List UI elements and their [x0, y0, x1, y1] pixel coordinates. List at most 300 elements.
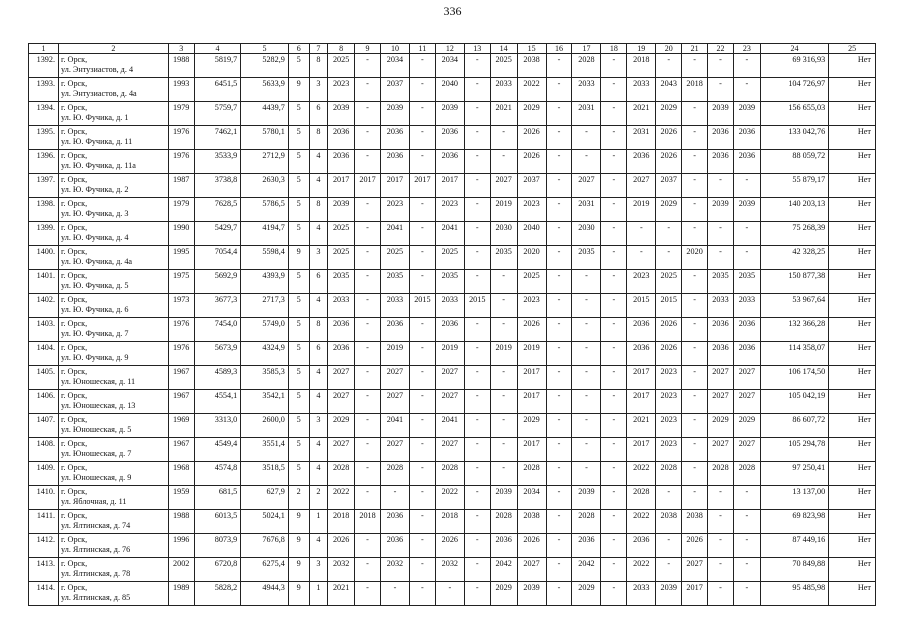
living-area-cell: 5598,4: [241, 246, 289, 270]
entrances-cell: 4: [309, 390, 328, 414]
address-cell: [59, 342, 169, 366]
year-plan-cell: -: [464, 54, 490, 78]
year-built-cell: 1996: [168, 534, 194, 558]
column-number-cell: 14: [490, 44, 517, 54]
year-plan-cell: 2026: [517, 534, 546, 558]
living-area-cell: 4324,9: [241, 342, 289, 366]
year-plan-cell: 2018: [355, 510, 381, 534]
year-plan-cell: -: [546, 78, 572, 102]
year-built-cell: 1976: [168, 150, 194, 174]
living-area-cell: 3551,4: [241, 438, 289, 462]
year-plan-cell: -: [546, 510, 572, 534]
total-area-cell: 3677,3: [194, 294, 241, 318]
address-street: ул. Ю. Фучика, д. 1: [61, 112, 129, 122]
year-plan-cell: -: [601, 294, 627, 318]
living-area-cell: 2600,0: [241, 414, 289, 438]
year-plan-cell: 2027: [380, 438, 409, 462]
year-plan-cell: -: [733, 582, 760, 606]
year-plan-cell: -: [601, 198, 627, 222]
year-plan-cell: 2028: [733, 462, 760, 486]
year-plan-cell: -: [355, 366, 381, 390]
floors-cell: 5: [288, 390, 309, 414]
year-plan-cell: -: [708, 582, 734, 606]
address-street: ул. Юношеская, д. 9: [61, 472, 132, 482]
floors-cell: 5: [288, 318, 309, 342]
table-row: [29, 246, 876, 270]
address-city: г. Орск,: [61, 271, 88, 280]
year-plan-cell: -: [409, 150, 435, 174]
column-number-cell: 13: [464, 44, 490, 54]
year-plan-cell: 2034: [517, 486, 546, 510]
year-plan-cell: -: [601, 222, 627, 246]
address-city: г. Орск,: [61, 295, 88, 304]
year-plan-cell: -: [464, 342, 490, 366]
year-plan-cell: -: [464, 414, 490, 438]
flag-cell: Нет: [829, 534, 876, 558]
row-number-cell: 1404.: [29, 342, 59, 366]
column-number-row: [29, 44, 876, 54]
column-number-cell: 22: [708, 44, 734, 54]
year-plan-cell: 2022: [627, 558, 656, 582]
year-plan-cell: -: [572, 126, 601, 150]
cost-cell: 140 203,13: [760, 198, 828, 222]
address-cell: [59, 366, 169, 390]
year-plan-cell: -: [733, 246, 760, 270]
cost-cell: 133 042,76: [760, 126, 828, 150]
year-plan-cell: 2039: [708, 102, 734, 126]
year-plan-cell: -: [409, 390, 435, 414]
year-plan-cell: -: [355, 582, 381, 606]
year-plan-cell: -: [682, 126, 708, 150]
year-plan-cell: 2033: [435, 294, 464, 318]
year-plan-cell: 2041: [380, 222, 409, 246]
flag-cell: Нет: [829, 126, 876, 150]
year-plan-cell: -: [656, 54, 682, 78]
table-row: [29, 318, 876, 342]
year-plan-cell: 2043: [656, 78, 682, 102]
year-plan-cell: -: [572, 150, 601, 174]
table-row: [29, 126, 876, 150]
year-plan-cell: -: [490, 390, 517, 414]
year-built-cell: 1969: [168, 414, 194, 438]
year-plan-cell: -: [708, 534, 734, 558]
year-built-cell: 1967: [168, 366, 194, 390]
year-plan-cell: -: [464, 102, 490, 126]
year-plan-cell: 2017: [355, 174, 381, 198]
year-plan-cell: -: [409, 246, 435, 270]
year-plan-cell: -: [546, 438, 572, 462]
year-plan-cell: 2018: [627, 54, 656, 78]
address-cell: [59, 294, 169, 318]
entrances-cell: 4: [309, 222, 328, 246]
year-plan-cell: -: [355, 342, 381, 366]
year-plan-cell: -: [572, 270, 601, 294]
year-plan-cell: -: [733, 486, 760, 510]
year-built-cell: 1976: [168, 126, 194, 150]
total-area-cell: 7628,5: [194, 198, 241, 222]
year-plan-cell: 2036: [708, 318, 734, 342]
year-plan-cell: 2031: [572, 198, 601, 222]
year-plan-cell: -: [464, 198, 490, 222]
year-plan-cell: -: [572, 318, 601, 342]
year-plan-cell: 2017: [682, 582, 708, 606]
year-plan-cell: 2022: [435, 486, 464, 510]
cost-cell: 106 174,50: [760, 366, 828, 390]
year-plan-cell: 2036: [627, 534, 656, 558]
year-plan-cell: -: [546, 174, 572, 198]
year-plan-cell: -: [733, 174, 760, 198]
year-plan-cell: 2028: [656, 462, 682, 486]
year-plan-cell: -: [733, 222, 760, 246]
year-plan-cell: 2033: [733, 294, 760, 318]
year-plan-cell: -: [355, 126, 381, 150]
living-area-cell: 5282,9: [241, 54, 289, 78]
year-plan-cell: -: [464, 462, 490, 486]
cost-cell: 105 042,19: [760, 390, 828, 414]
year-plan-cell: 2027: [380, 366, 409, 390]
row-number-cell: 1398.: [29, 198, 59, 222]
address-city: г. Орск,: [61, 391, 88, 400]
year-plan-cell: 2027: [708, 390, 734, 414]
year-plan-cell: 2038: [517, 510, 546, 534]
page-number: 336: [443, 4, 462, 18]
year-plan-cell: -: [464, 534, 490, 558]
year-plan-cell: 2023: [380, 198, 409, 222]
year-plan-cell: -: [601, 174, 627, 198]
year-plan-cell: -: [546, 318, 572, 342]
year-plan-cell: -: [682, 462, 708, 486]
year-plan-cell: -: [409, 54, 435, 78]
table-row: [29, 390, 876, 414]
table-row: [29, 294, 876, 318]
year-plan-cell: -: [355, 390, 381, 414]
year-plan-cell: -: [490, 270, 517, 294]
table-row: [29, 342, 876, 366]
year-plan-cell: 2026: [517, 150, 546, 174]
floors-cell: 5: [288, 270, 309, 294]
year-plan-cell: 2036: [490, 534, 517, 558]
address-city: г. Орск,: [61, 175, 88, 184]
year-plan-cell: 2030: [490, 222, 517, 246]
year-plan-cell: -: [601, 534, 627, 558]
total-area-cell: 5673,9: [194, 342, 241, 366]
year-plan-cell: 2021: [627, 102, 656, 126]
address-city: г. Орск,: [61, 199, 88, 208]
address-cell: [59, 78, 169, 102]
year-plan-cell: 2023: [656, 366, 682, 390]
year-plan-cell: -: [708, 246, 734, 270]
address-street: ул. Юношеская, д. 13: [61, 400, 136, 410]
year-plan-cell: 2023: [517, 294, 546, 318]
year-plan-cell: 2039: [656, 582, 682, 606]
year-plan-cell: 2027: [708, 366, 734, 390]
year-plan-cell: -: [355, 270, 381, 294]
year-plan-cell: 2015: [627, 294, 656, 318]
flag-cell: Нет: [829, 78, 876, 102]
year-plan-cell: 2026: [517, 126, 546, 150]
year-built-cell: 1976: [168, 342, 194, 366]
year-plan-cell: 2017: [627, 366, 656, 390]
cost-cell: 69 316,93: [760, 54, 828, 78]
flag-cell: Нет: [829, 294, 876, 318]
year-plan-cell: -: [409, 78, 435, 102]
living-area-cell: 5024,1: [241, 510, 289, 534]
year-plan-cell: 2023: [656, 438, 682, 462]
year-plan-cell: -: [380, 582, 409, 606]
floors-cell: 5: [288, 342, 309, 366]
year-built-cell: 1979: [168, 198, 194, 222]
year-plan-cell: 2031: [627, 126, 656, 150]
total-area-cell: 5759,7: [194, 102, 241, 126]
column-number-cell: 24: [760, 44, 828, 54]
year-plan-cell: 2017: [627, 390, 656, 414]
column-number-cell: 9: [355, 44, 381, 54]
year-plan-cell: -: [546, 414, 572, 438]
living-area-cell: 2717,3: [241, 294, 289, 318]
address-cell: [59, 102, 169, 126]
cost-cell: 86 607,72: [760, 414, 828, 438]
year-plan-cell: 2025: [380, 246, 409, 270]
year-plan-cell: -: [733, 78, 760, 102]
year-plan-cell: -: [464, 270, 490, 294]
year-plan-cell: 2036: [380, 318, 409, 342]
row-number-cell: 1413.: [29, 558, 59, 582]
year-plan-cell: 2026: [517, 318, 546, 342]
year-plan-cell: 2036: [328, 150, 355, 174]
year-plan-cell: -: [572, 414, 601, 438]
column-number-cell: 10: [380, 44, 409, 54]
year-plan-cell: -: [490, 126, 517, 150]
year-plan-cell: 2019: [627, 198, 656, 222]
year-plan-cell: 2025: [517, 270, 546, 294]
column-number-cell: 23: [733, 44, 760, 54]
year-plan-cell: -: [355, 414, 381, 438]
year-plan-cell: -: [601, 54, 627, 78]
year-plan-cell: -: [546, 222, 572, 246]
cost-cell: 13 137,00: [760, 486, 828, 510]
total-area-cell: 3313,0: [194, 414, 241, 438]
year-plan-cell: -: [355, 534, 381, 558]
year-plan-cell: 2018: [435, 510, 464, 534]
year-plan-cell: 2025: [328, 246, 355, 270]
address-street: ул. Ялтинская, д. 85: [61, 592, 131, 602]
entrances-cell: 6: [309, 102, 328, 126]
year-plan-cell: -: [409, 534, 435, 558]
year-plan-cell: 2035: [490, 246, 517, 270]
floors-cell: 9: [288, 246, 309, 270]
year-plan-cell: -: [656, 222, 682, 246]
address-city: г. Орск,: [61, 103, 88, 112]
address-street: ул. Ялтинская, д. 74: [61, 520, 131, 530]
year-plan-cell: -: [546, 198, 572, 222]
cost-cell: 55 879,17: [760, 174, 828, 198]
entrances-cell: 4: [309, 534, 328, 558]
column-number-cell: 5: [241, 44, 289, 54]
year-plan-cell: -: [601, 270, 627, 294]
column-number-cell: 25: [829, 44, 876, 54]
year-plan-cell: 2029: [517, 102, 546, 126]
year-plan-cell: -: [409, 582, 435, 606]
entrances-cell: 2: [309, 486, 328, 510]
address-city: г. Орск,: [61, 439, 88, 448]
floors-cell: 5: [288, 222, 309, 246]
year-plan-cell: 2027: [627, 174, 656, 198]
row-number-cell: 1400.: [29, 246, 59, 270]
year-plan-cell: 2022: [517, 78, 546, 102]
year-plan-cell: 2036: [708, 342, 734, 366]
year-plan-cell: -: [682, 102, 708, 126]
year-built-cell: 1975: [168, 270, 194, 294]
cost-cell: 132 366,28: [760, 318, 828, 342]
living-area-cell: 3585,3: [241, 366, 289, 390]
year-plan-cell: -: [682, 222, 708, 246]
address-city: г. Орск,: [61, 487, 88, 496]
living-area-cell: 4393,9: [241, 270, 289, 294]
year-plan-cell: -: [572, 462, 601, 486]
year-plan-cell: -: [682, 390, 708, 414]
year-plan-cell: 2033: [627, 78, 656, 102]
year-plan-cell: 2040: [435, 78, 464, 102]
table-row: [29, 462, 876, 486]
address-cell: [59, 582, 169, 606]
year-plan-cell: 2029: [572, 582, 601, 606]
floors-cell: 5: [288, 414, 309, 438]
year-plan-cell: 2039: [733, 198, 760, 222]
flag-cell: Нет: [829, 198, 876, 222]
year-plan-cell: 2029: [733, 414, 760, 438]
cost-cell: 95 485,98: [760, 582, 828, 606]
column-number-cell: 1: [29, 44, 59, 54]
floors-cell: 5: [288, 174, 309, 198]
address-street: ул. Ялтинская, д. 76: [61, 544, 131, 554]
year-plan-cell: -: [464, 78, 490, 102]
cost-cell: 42 328,25: [760, 246, 828, 270]
year-plan-cell: 2033: [708, 294, 734, 318]
address-city: г. Орск,: [61, 319, 88, 328]
column-number-cell: 2: [59, 44, 169, 54]
table-row: [29, 486, 876, 510]
table-row: [29, 78, 876, 102]
year-plan-cell: -: [572, 390, 601, 414]
year-plan-cell: -: [464, 150, 490, 174]
address-cell: [59, 54, 169, 78]
floors-cell: 5: [288, 462, 309, 486]
address-street: ул. Ю. Фучика, д. 5: [61, 280, 129, 290]
year-plan-cell: 2039: [328, 102, 355, 126]
year-plan-cell: -: [464, 390, 490, 414]
year-plan-cell: 2039: [380, 102, 409, 126]
year-plan-cell: 2036: [733, 126, 760, 150]
floors-cell: 5: [288, 438, 309, 462]
year-plan-cell: -: [490, 150, 517, 174]
year-plan-cell: -: [409, 102, 435, 126]
address-street: ул. Ю. Фучика, д. 6: [61, 304, 129, 314]
year-plan-cell: 2028: [380, 462, 409, 486]
year-plan-cell: -: [601, 78, 627, 102]
year-built-cell: 1987: [168, 174, 194, 198]
year-plan-cell: 2029: [656, 198, 682, 222]
year-plan-cell: -: [490, 366, 517, 390]
table-row: [29, 438, 876, 462]
address-street: ул. Энтузиастов, д. 4а: [61, 88, 137, 98]
year-plan-cell: 2036: [435, 318, 464, 342]
year-plan-cell: -: [355, 294, 381, 318]
year-plan-cell: -: [464, 582, 490, 606]
year-plan-cell: -: [682, 174, 708, 198]
living-area-cell: 3542,1: [241, 390, 289, 414]
year-plan-cell: 2026: [656, 126, 682, 150]
year-plan-cell: -: [546, 462, 572, 486]
year-plan-cell: 2023: [435, 198, 464, 222]
table-row: [29, 198, 876, 222]
year-plan-cell: -: [656, 558, 682, 582]
year-plan-cell: -: [464, 174, 490, 198]
table-row: [29, 558, 876, 582]
entrances-cell: 6: [309, 342, 328, 366]
year-plan-cell: 2028: [328, 462, 355, 486]
total-area-cell: 5429,7: [194, 222, 241, 246]
year-plan-cell: -: [464, 318, 490, 342]
year-built-cell: 1988: [168, 54, 194, 78]
cost-cell: 114 358,07: [760, 342, 828, 366]
flag-cell: Нет: [829, 582, 876, 606]
year-plan-cell: -: [546, 486, 572, 510]
year-built-cell: 1990: [168, 222, 194, 246]
total-area-cell: 7462,1: [194, 126, 241, 150]
year-plan-cell: 2026: [328, 534, 355, 558]
year-plan-cell: 2036: [328, 318, 355, 342]
year-plan-cell: 2017: [435, 174, 464, 198]
year-plan-cell: -: [546, 534, 572, 558]
flag-cell: Нет: [829, 222, 876, 246]
total-area-cell: 7454,0: [194, 318, 241, 342]
entrances-cell: 8: [309, 54, 328, 78]
address-street: ул. Ю. Фучика, д. 3: [61, 208, 129, 218]
entrances-cell: 8: [309, 198, 328, 222]
table-row: [29, 102, 876, 126]
year-plan-cell: -: [490, 438, 517, 462]
year-plan-cell: -: [601, 150, 627, 174]
year-plan-cell: -: [464, 246, 490, 270]
address-cell: [59, 246, 169, 270]
address-city: г. Орск,: [61, 583, 88, 592]
living-area-cell: 4194,7: [241, 222, 289, 246]
year-plan-cell: -: [546, 102, 572, 126]
living-area-cell: 2712,9: [241, 150, 289, 174]
address-street: ул. Энтузиастов, д. 4: [61, 64, 134, 74]
row-number-cell: 1412.: [29, 534, 59, 558]
year-plan-cell: -: [601, 582, 627, 606]
year-plan-cell: 2040: [517, 222, 546, 246]
year-plan-cell: 2033: [380, 294, 409, 318]
living-area-cell: 4944,3: [241, 582, 289, 606]
address-street: ул. Ю. Фучика, д. 9: [61, 352, 129, 362]
year-plan-cell: -: [601, 246, 627, 270]
year-plan-cell: -: [708, 222, 734, 246]
year-plan-cell: 2036: [328, 126, 355, 150]
year-plan-cell: 2036: [627, 342, 656, 366]
flag-cell: Нет: [829, 366, 876, 390]
year-plan-cell: 2019: [490, 198, 517, 222]
year-plan-cell: -: [733, 510, 760, 534]
cost-cell: 70 849,88: [760, 558, 828, 582]
year-plan-cell: 2019: [380, 342, 409, 366]
year-plan-cell: -: [409, 126, 435, 150]
year-plan-cell: 2029: [517, 414, 546, 438]
year-plan-cell: 2017: [328, 174, 355, 198]
column-number-cell: 18: [601, 44, 627, 54]
column-number-cell: 17: [572, 44, 601, 54]
